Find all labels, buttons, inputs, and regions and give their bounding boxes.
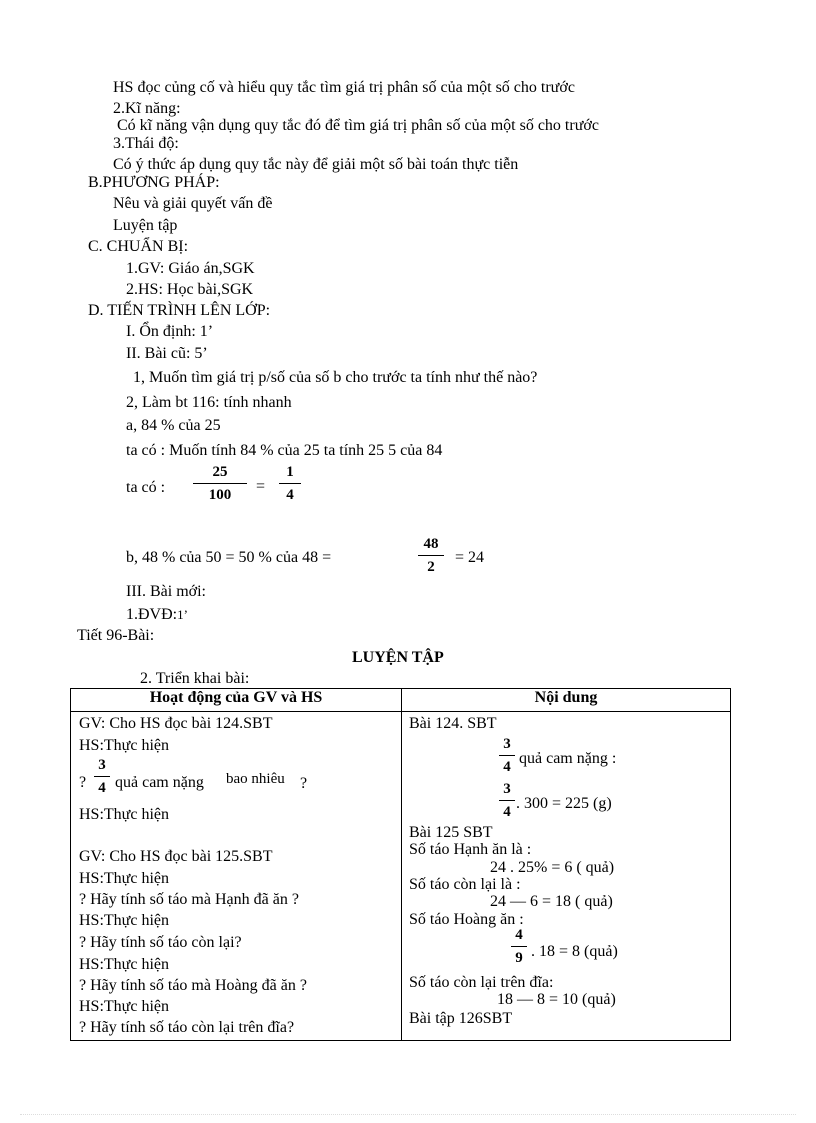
prep-hs: 2.HS: Học bài,SGK	[126, 281, 254, 298]
prep-gv: 1.GV: Giáo án,SGK	[126, 260, 255, 277]
activity-line: bao nhiêu	[226, 771, 285, 787]
question-2: 2, Làm bt 116: tính nhanh	[126, 394, 292, 411]
fraction-denominator: 4	[503, 804, 511, 820]
fraction-denominator: 4	[286, 487, 294, 503]
new-lesson-step: III. Bài mới:	[126, 583, 206, 600]
equals-sign: =	[256, 478, 266, 495]
activity-line: HS:Thực hiện	[79, 870, 169, 887]
activity-line: HS:Thực hiện	[79, 998, 169, 1015]
activity-line: HS:Thực hiện	[79, 956, 169, 973]
fraction-denominator: 100	[208, 487, 232, 503]
dvd-time: 1’	[177, 607, 188, 622]
content-line: 24 . 25% = 6 ( quả)	[490, 859, 615, 876]
fraction-numerator: 3	[503, 781, 511, 797]
fraction-25-100	[193, 463, 247, 504]
dvd-step	[126, 606, 188, 624]
fraction-denominator: 9	[515, 950, 523, 966]
fraction-3-4	[94, 756, 110, 797]
fraction-numerator: 25	[212, 464, 228, 480]
fraction-denominator: 4	[98, 780, 106, 796]
prep-heading: C. CHUẨN BỊ:	[88, 238, 189, 255]
fraction-3-4	[499, 780, 515, 821]
content-line: Số táo Hạnh ăn là :	[409, 841, 532, 858]
activity-line: HS:Thực hiện	[79, 737, 169, 754]
method-heading: B.PHƯƠNG PHÁP:	[88, 174, 220, 191]
activity-line: ? Hãy tính số táo còn lại?	[79, 934, 242, 951]
activity-line: ? Hãy tính số táo mà Hạnh đã ăn ?	[79, 891, 299, 908]
content-line: Bài 125 SBT	[409, 824, 493, 841]
fraction-denominator: 2	[427, 559, 435, 575]
content-line: 18 — 8 = 10 (quả)	[497, 991, 616, 1008]
activity-line: HS:Thực hiện	[79, 806, 169, 823]
lesson-title: LUYỆN TẬP	[352, 649, 444, 666]
activity-line: ? Hãy tính số táo mà Hoàng đã ăn ?	[79, 977, 307, 994]
activity-line: ? Hãy tính số táo còn lại trên đĩa?	[79, 1019, 295, 1036]
attitude-heading: 3.Thái độ:	[113, 135, 179, 152]
part-a-eq-prefix: ta có :	[126, 479, 166, 496]
question-end: ?	[300, 775, 308, 792]
method-item: Nêu và giải quyết vấn đề	[113, 195, 273, 212]
period-label: Tiết 96-Bài:	[77, 627, 155, 644]
activity-line: GV: Cho HS đọc bài 124.SBT	[79, 715, 273, 732]
part-a-text: ta có : Muốn tính 84 % của 25 ta tính 25 5 của 84	[126, 442, 443, 459]
fraction-numerator: 3	[503, 736, 511, 752]
part-b-text: b, 48 % của 50 = 50 % của 48 =	[126, 549, 332, 566]
content-cell	[402, 712, 731, 1041]
fraction-numerator: 1	[286, 464, 294, 480]
attitude-text: Có ý thức áp dụng quy tắc này để giải một số bài toán thực tiễn	[113, 156, 519, 173]
process-heading: D. TIẾN TRÌNH LÊN LỚP:	[88, 302, 271, 319]
content-line: Số táo Hoàng ăn :	[409, 911, 524, 928]
knowledge-text: HS đọc củng cố và hiểu quy tắc tìm giá trị phân số của một số cho trước	[113, 79, 575, 96]
fraction-3-4	[499, 735, 515, 776]
content-line: 24 — 6 = 18 ( quả)	[490, 893, 613, 910]
content-line: . 18 = 8 (quả)	[531, 943, 618, 960]
fraction-numerator: 48	[423, 536, 439, 552]
question-mark: ?	[79, 774, 87, 791]
activity-line: HS:Thực hiện	[79, 912, 169, 929]
activity-table	[70, 688, 731, 1041]
page-footer-divider	[20, 1114, 796, 1115]
activity-line: quả cam nặng	[115, 774, 204, 791]
activity-line: GV: Cho HS đọc bài 125.SBT	[79, 848, 273, 865]
content-line: Số táo còn lại là :	[409, 876, 521, 893]
activities-cell	[71, 712, 402, 1041]
dvd-label: 1.ĐVĐ:	[126, 606, 178, 623]
content-line: Số táo còn lại trên đĩa:	[409, 974, 554, 991]
part-b-result: = 24	[455, 549, 485, 566]
fraction-48-2	[418, 535, 444, 576]
old-lesson-step: II. Bài cũ: 5’	[126, 345, 208, 362]
stable-step: I. Ổn định: 1’	[126, 323, 214, 340]
part-a-label: a, 84 % của 25	[126, 417, 221, 434]
content-line: quả cam nặng :	[519, 750, 617, 767]
method-item: Luyện tập	[113, 217, 178, 234]
fraction-numerator: 4	[515, 927, 523, 943]
content-line: . 300 = 225 (g)	[516, 795, 612, 812]
fraction-numerator: 3	[98, 757, 106, 773]
question-1: 1, Muốn tìm giá trị p/số của số b cho trước ta tính như thế nào?	[133, 369, 538, 386]
skills-text: Có kĩ năng vận dụng quy tắc đó để tìm giá trị phân số của một số cho trước	[117, 117, 599, 134]
col-header-content: Nội dung	[402, 689, 731, 712]
content-line: Bài 124. SBT	[409, 715, 497, 732]
deploy-label: 2. Triển khai bài:	[140, 670, 250, 687]
fraction-4-9	[511, 926, 527, 967]
skills-heading: 2.Kĩ năng:	[113, 100, 181, 117]
fraction-denominator: 4	[503, 759, 511, 775]
content-line: Bài tập 126SBT	[409, 1010, 513, 1027]
col-header-activities: Hoạt động của GV và HS	[71, 689, 402, 712]
fraction-1-4	[279, 463, 301, 504]
